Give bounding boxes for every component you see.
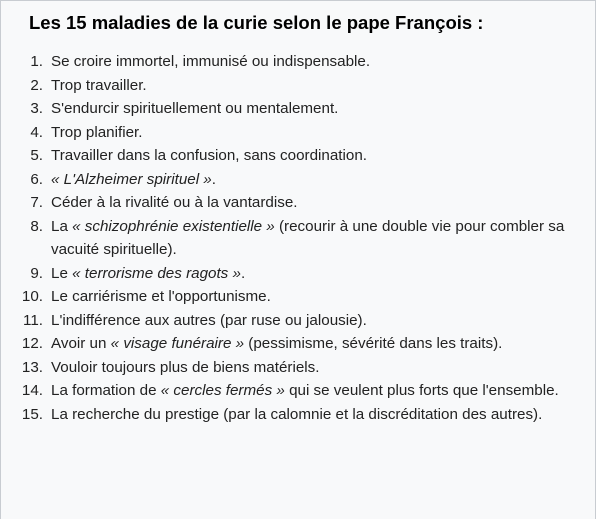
list-item — [1, 144, 597, 168]
text-segment: . — [240, 264, 246, 282]
list-item-number: 8. — [30, 217, 43, 235]
text-segment: Avoir un — [51, 335, 111, 352]
text-segment: L'indifférence aux autres (par ruse ou jalousie). — [51, 311, 367, 329]
list-item-number: 10. — [21, 288, 43, 305]
list-item-text — [51, 356, 599, 380]
list-item-number: 7. — [30, 194, 43, 211]
text-segment: La recherche du prestige (par la calomnie et la discréditation des autres). — [51, 405, 543, 423]
text-segment: La — [51, 217, 73, 235]
list-item-text — [51, 309, 599, 333]
list-item — [1, 50, 597, 74]
italic-quote: « visage funéraire » — [110, 335, 245, 352]
list-item-number: 13. — [21, 358, 43, 376]
list-item-number: 2. — [30, 76, 43, 94]
text-segment: Céder à la rivalité ou à la vantardise. — [51, 194, 298, 211]
list-item-text — [51, 262, 599, 286]
list-item-text — [51, 379, 599, 403]
text-segment: Travailler dans la confusion, sans coordination. — [51, 147, 368, 164]
text-segment: qui se veulent plus forts que l'ensemble. — [284, 382, 559, 399]
italic-quote: « schizophrénie existentielle » — [72, 217, 275, 235]
text-segment: Trop planifier. — [51, 123, 143, 141]
list-item-text — [51, 332, 599, 356]
list-item-number: 15. — [21, 405, 43, 423]
italic-quote: « cercles fermés » — [160, 382, 285, 399]
list-item-number: 4. — [30, 123, 43, 141]
list-item-number: 14. — [21, 382, 43, 399]
list-item — [1, 285, 597, 309]
list-item-number: 1. — [30, 53, 43, 70]
list-item-text — [51, 285, 599, 309]
list-item — [1, 309, 597, 333]
text-segment: Se croire immortel, immunisé ou indispensable. — [51, 53, 371, 70]
list-item-number: 12. — [21, 335, 43, 352]
text-segment: (pessimisme, sévérité dans les traits). — [244, 335, 503, 352]
text-segment: . — [211, 170, 216, 188]
list-item-text — [51, 168, 599, 192]
italic-quote: « L'Alzheimer spirituel » — [51, 170, 212, 188]
list-item — [1, 379, 597, 403]
list-item — [1, 403, 597, 427]
list-item — [1, 356, 597, 380]
list-item-text — [51, 144, 599, 168]
list-item-text — [51, 215, 599, 262]
text-segment: Le — [51, 264, 73, 282]
list-item-number: 11. — [23, 311, 43, 329]
maladies-list — [1, 50, 597, 426]
list-item — [1, 97, 597, 121]
list-item-text — [51, 97, 599, 121]
list-item-text — [51, 403, 599, 427]
list-item — [1, 215, 597, 262]
text-segment: Le carriérisme et l'opportunisme. — [51, 288, 271, 305]
text-segment: (recourir à une double vie pour combler sa vacuité spirituelle). — [51, 217, 565, 258]
list-item — [1, 262, 597, 286]
list-item-number: 5. — [30, 147, 43, 164]
list-item — [1, 168, 597, 192]
list-item-text — [51, 121, 599, 145]
list-item — [1, 191, 597, 215]
text-segment: Trop travailler. — [51, 76, 147, 94]
list-item — [1, 74, 597, 98]
list-item — [1, 332, 597, 356]
list-item-number: 3. — [30, 100, 43, 117]
text-segment: S'endurcir spirituellement ou mentalement. — [51, 100, 339, 117]
italic-quote: « terrorisme des ragots » — [72, 264, 241, 282]
list-item-text — [51, 50, 599, 74]
list-item-number: 9. — [30, 264, 43, 282]
text-segment: Vouloir toujours plus de biens matériels. — [51, 358, 320, 376]
list-item-text — [51, 191, 599, 215]
list-title: Les 15 maladies de la curie selon le pape François : — [29, 12, 484, 33]
list-item-text — [51, 74, 599, 98]
list-item — [1, 121, 597, 145]
list-item-number: 6. — [30, 170, 43, 188]
text-segment: La formation de — [51, 382, 161, 399]
